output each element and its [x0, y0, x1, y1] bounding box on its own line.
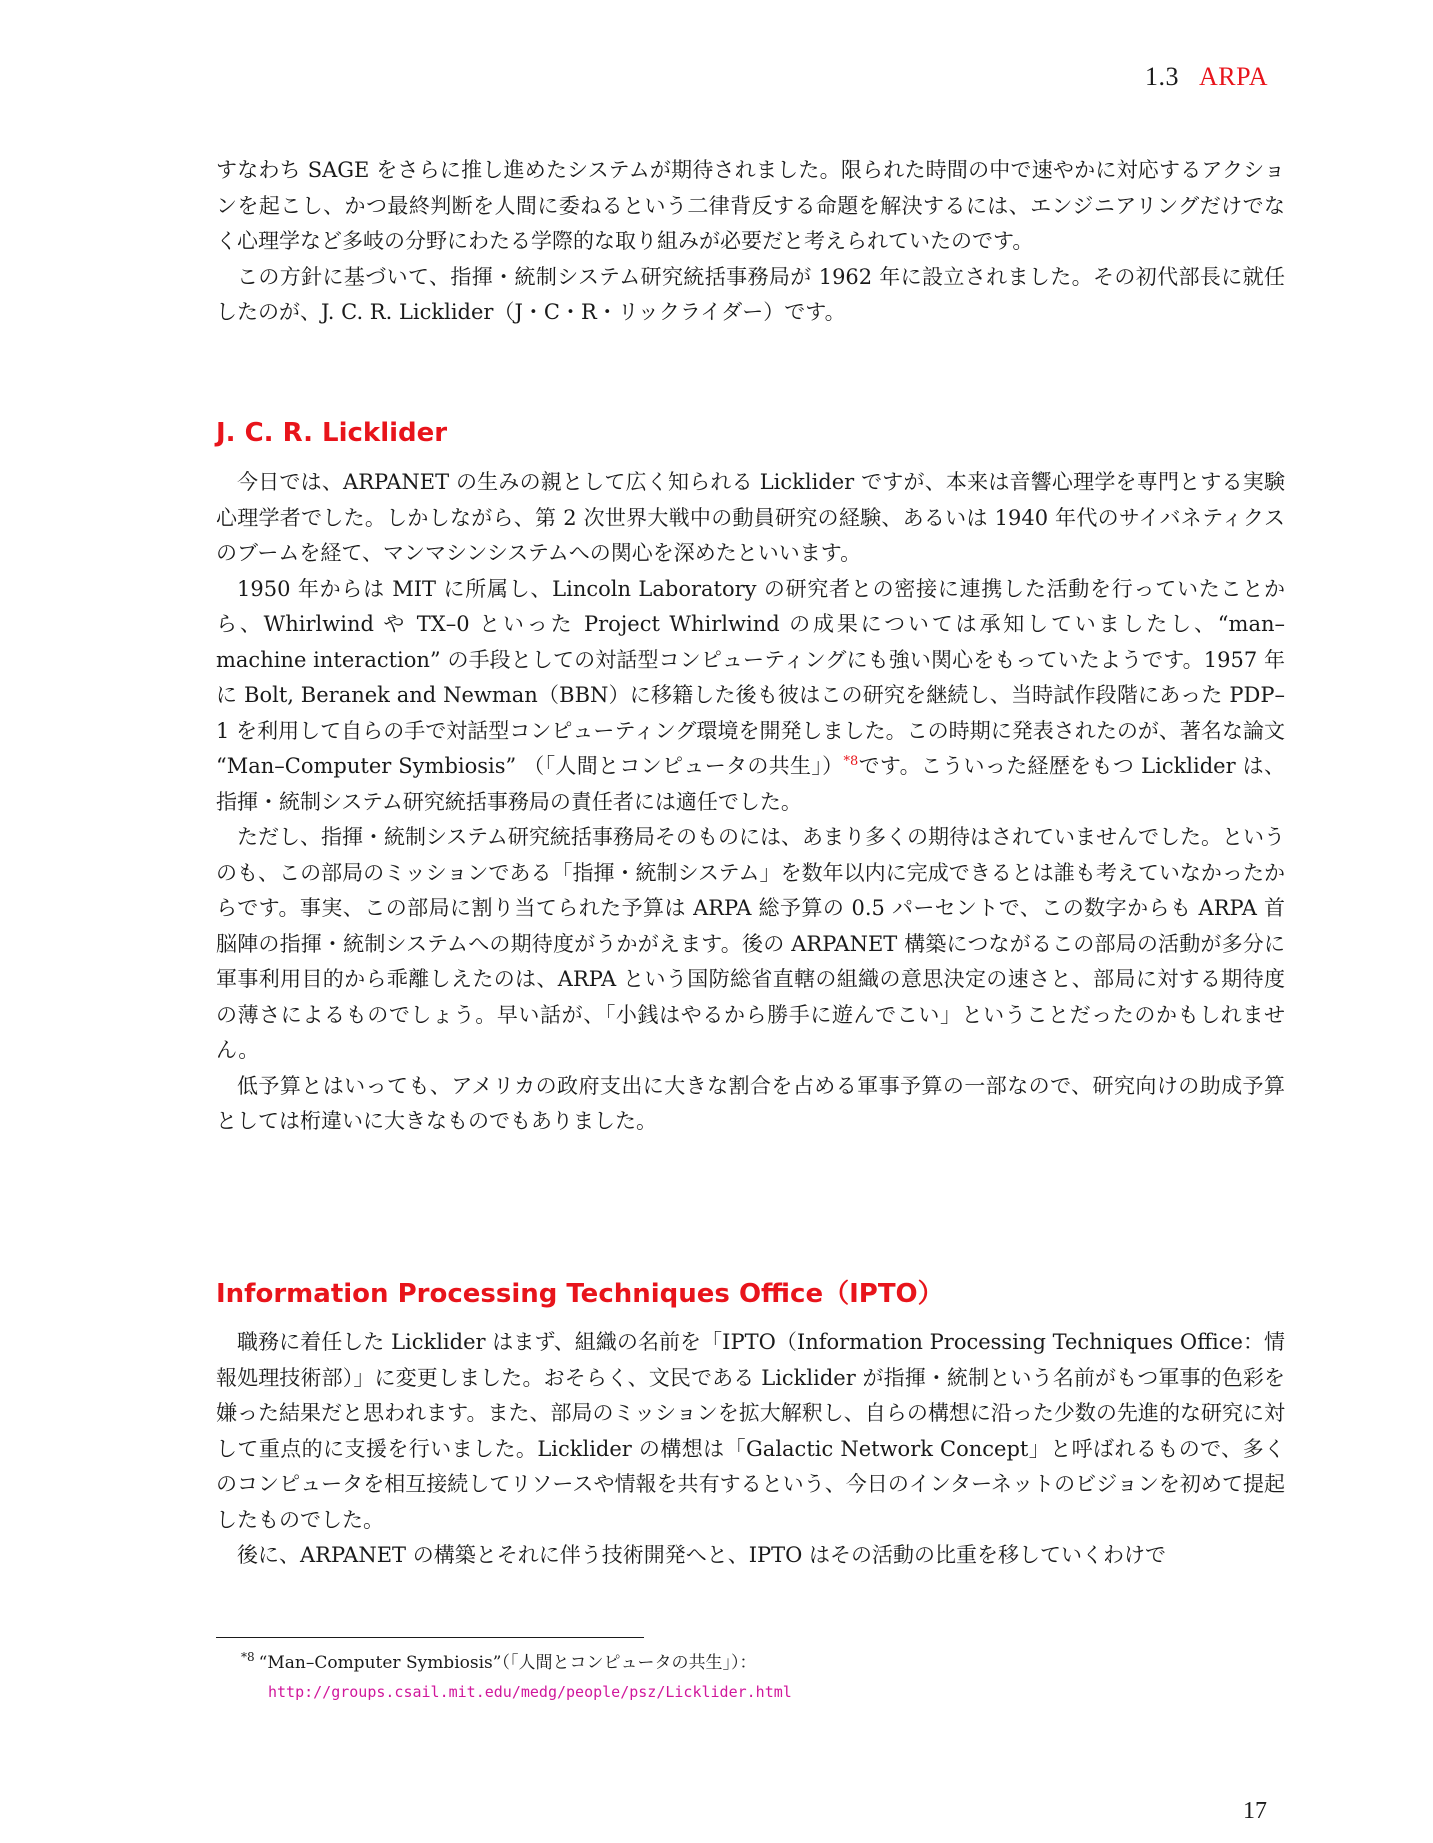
- footnote-divider: [216, 1637, 644, 1638]
- paragraph: すなわち SAGE をさらに推し進めたシステムが期待されました。限られた時間の中で速やかに対応するアクションを起こし、かつ最終判断を人間に委ねるという二律背反する命題を解決するには、エンジニアリングだけでなく心理学など多岐の分野にわたる学際的な取り組みが必要だと考えられていたのです。: [216, 158, 1285, 253]
- paragraph: ただし、指揮・統制システム研究統括事務局そのものには、あまり多くの期待はされていませんでした。というのも、この部局のミッションである「指揮・統制システム」を数年以内に完成できるとは誰も考えていなかったからです。事実、この部局に割り当てられた予算は ARPA 総予算の 0.5 パーセントで、この数字からも ARPA 首脳陣の指揮・統制システムへの期待度がうかがえます。後の ARPANET 構築につながるこの部局の活動が多分に軍事利用目的から乖離しえたのは、ARPA という国防総省直轄の組織の意思決定の速さと、部局に対する期待度の薄さによるものでしょう。早い話が、「小銭はやるから勝手に遊んでこい」ということだったのかもしれません。: [216, 825, 1286, 1062]
- section-number: 1.3: [1145, 62, 1180, 91]
- paragraph: 今日では、ARPANET の生みの親として広く知られる Licklider ですが、本来は音響心理学を専門とする実験心理学者でした。しかしながら、第 2 次世界大戦中の動員研究の経験、あるいは 1940 年代のサイバネティクスのブームを経て、マンマシンシステムへの関心を深めたといいます。: [216, 470, 1285, 565]
- paragraph: この方針に基づいて、指揮・統制システム研究統括事務局が 1962 年に設立されました。その初代部長に就任したのが、J. C. R. Licklider（J・C・R・リックライダー）です。: [216, 264, 1285, 324]
- paragraph-with-footnote: [216, 572, 1285, 821]
- section-heading-licklider: J. C. R. Licklider: [216, 418, 448, 448]
- section-title: ARPA: [1199, 62, 1268, 91]
- licklider-paragraphs: [216, 465, 1285, 1140]
- footnote: [241, 1649, 792, 1707]
- ipto-paragraphs: [216, 1325, 1285, 1574]
- running-header: [1145, 62, 1268, 92]
- paragraph: 後に、ARPANET の構築とそれに伴う技術開発へと、IPTO はその活動の比重を移していくわけで: [237, 1543, 1167, 1567]
- footnote-url-link[interactable]: http://groups.csail.mit.edu/medg/people/psz/Licklider.html: [268, 1683, 792, 1701]
- paragraph-text: 1950 年からは MIT に所属し、Lincoln Laboratory の研究者との密接に連携した活動を行っていたことから、Whirlwind や TX–0 といった Project Whirlwind の成果については承知していましたし、“man–machine interaction” の手段としての対話型コンピューティングにも強い関心をもっていたようです。1957 年に Bolt, Beranek and Newman（BBN）に移籍した後も彼はこの研究を継続し、当時試作段階にあった PDP–1 を利用して自らの手で対話型コンピューティング環境を開発しました。この時期に発表されたのが、著名な論文 “Man–Computer Symbiosis” （「人間とコンピュータの共生」）: [216, 576, 1285, 778]
- paragraph: 職務に着任した Licklider はまず、組織の名前を「IPTO（Information Processing Techniques Office：情報処理技術部）」に変更しました。おそらく、文民である Licklider が指揮・統制という名前がもつ軍事的色彩を嫌った結果だと思われます。また、部局のミッションを拡大解釈し、自らの構想に沿った少数の先進的な研究に対して重点的に支援を行いました。Licklider の構想は「Galactic Network Concept」と呼ばれるもので、多くのコンピュータを相互接続してリソースや情報を共有するという、今日のインターネットのビジョンを初めて提起したものでした。: [216, 1330, 1285, 1532]
- section-heading-ipto: Information Processing Techniques Office（IPTO）: [216, 1279, 944, 1309]
- paragraph-text: です。こういった経歴をもつ Licklider は、指揮・統制システム研究統括事務局の責任者には適任でした。: [216, 754, 1285, 814]
- footnote-text: “Man–Computer Symbiosis”（「人間とコンピュータの共生」）：: [258, 1653, 757, 1673]
- intro-paragraphs: [216, 153, 1285, 331]
- page-number: 17: [1243, 1798, 1267, 1824]
- paragraph: 低予算とはいっても、アメリカの政府支出に大きな割合を占める軍事予算の一部なので、研究向けの助成予算としては桁違いに大きなものでもありました。: [216, 1073, 1285, 1133]
- footnote-reference-link[interactable]: *8: [843, 754, 859, 769]
- footnote-number: *8: [241, 1650, 255, 1665]
